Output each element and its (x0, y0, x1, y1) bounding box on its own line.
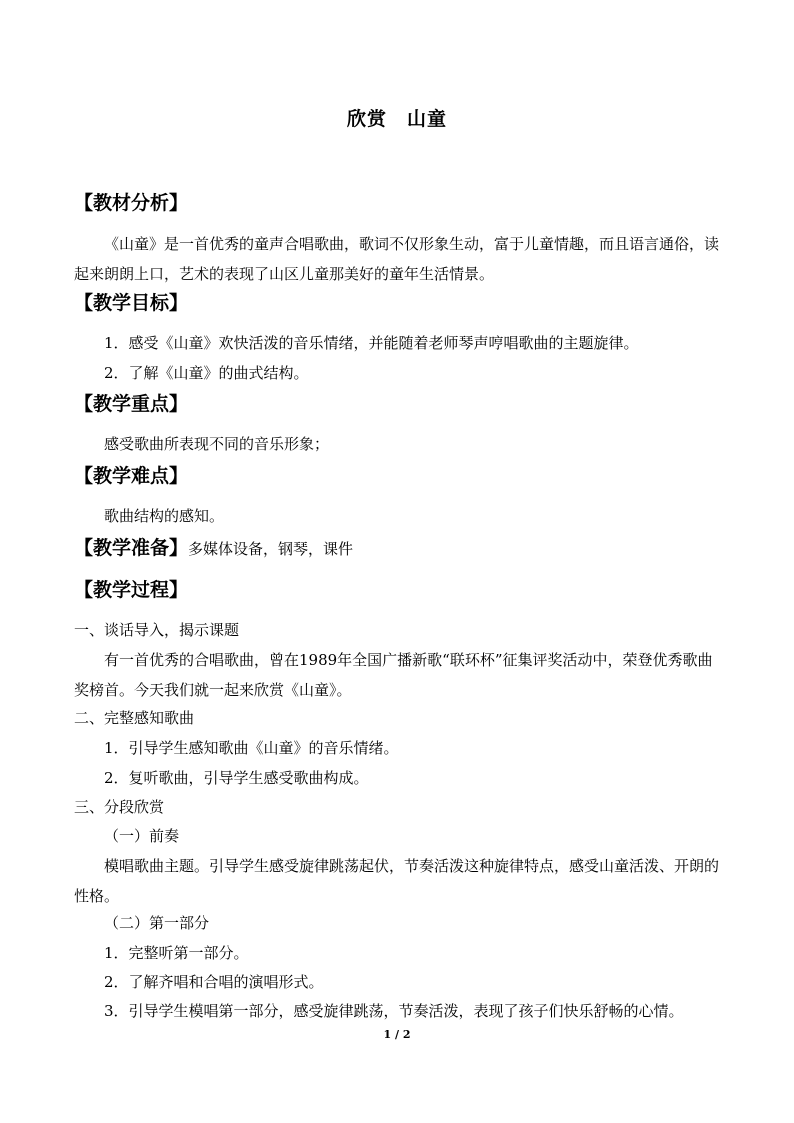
process-part1-paragraph: 有一首优秀的合唱歌曲，曾在1989年全国广播新歌“联环杯”征集评奖活动中，荣登优秀歌曲奖榜首。今天我们就一起来欣赏《山童》。 (74, 651, 713, 699)
process-sub1-paragraph: 模唱歌曲主题。引导学生感受旋律跳荡起伏，节奏活泼这种旋律特点，感受山童活泼、开朗的性格。 (74, 857, 720, 905)
difficulties-heading: 【教学难点】 (74, 465, 189, 487)
document-title: 欣赏 山童 (346, 108, 447, 130)
preparation-text: 多媒体设备，钢琴，课件 (188, 540, 354, 558)
key-points-text: 感受歌曲所表现不同的音乐形象； (104, 435, 330, 453)
goals-item-1: 1．感受《山童》欢快活泼的音乐情绪，并能随着老师琴声哼唱歌曲的主题旋律。 (104, 334, 639, 352)
process-sub2-item-3: 3．引导学生模唱第一部分，感受旋律跳荡，节奏活泼，表现了孩子们快乐舒畅的心情。 (104, 1002, 684, 1020)
analysis-paragraph: 《山童》是一首优秀的童声合唱歌曲，歌词不仅形象生动，富于儿童情趣，而且语言通俗，读起来朗朗上口，艺术的表现了山区儿童那美好的童年生活情景。 (74, 235, 720, 283)
process-sub2-title: （二）第一部分 (104, 914, 210, 932)
goals-item-2: 2．了解《山童》的曲式结构。 (104, 364, 309, 382)
process-sub2-item-2: 2．了解齐唱和合唱的演唱形式。 (104, 973, 324, 991)
key-points-heading: 【教学重点】 (74, 393, 189, 415)
page-number: 1 / 2 (383, 1028, 411, 1041)
process-part2-item-2: 2．复听歌曲，引导学生感受歌曲构成。 (104, 769, 369, 787)
process-sub1-title: （一）前奏 (104, 827, 180, 845)
process-part1-title: 一、谈话导入，揭示课题 (74, 621, 240, 639)
process-sub2-item-1: 1．完整听第一部分。 (104, 944, 249, 962)
preparation-heading (74, 534, 353, 563)
process-part2-title: 二、完整感知歌曲 (74, 709, 195, 727)
goals-heading: 【教学目标】 (74, 292, 189, 314)
analysis-heading: 【教材分析】 (74, 192, 189, 214)
process-part3-title: 三、分段欣赏 (74, 798, 165, 816)
preparation-heading-label: 【教学准备】 (74, 537, 189, 559)
process-part2-item-1: 1．引导学生感知歌曲《山童》的音乐情绪。 (104, 739, 399, 757)
difficulties-text: 歌曲结构的感知。 (104, 507, 225, 525)
process-heading: 【教学过程】 (74, 579, 189, 601)
